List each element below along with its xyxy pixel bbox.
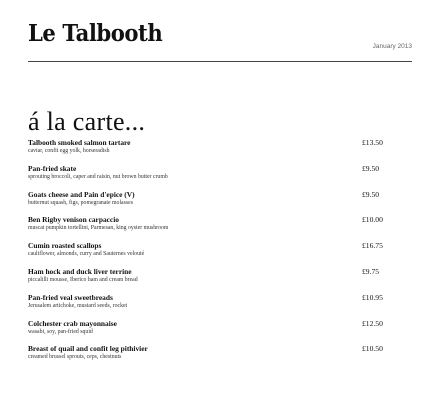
dish-price: £9.75 <box>362 266 380 276</box>
dish-description: muscat pumpkin tortellini, Parmesan, king oyster mushroom <box>28 225 169 232</box>
dish-description: cauliflower, almonds, curry and Sauternes velouté <box>28 251 145 258</box>
header <box>28 18 412 64</box>
dish-name: Pan-fried skate <box>28 163 77 173</box>
dish-name: Cumin roasted scallops <box>28 241 102 251</box>
menu-item <box>28 164 412 190</box>
logo: Le Talbooth <box>28 20 163 47</box>
menu-item <box>28 190 412 216</box>
dish-price: £12.50 <box>362 318 383 328</box>
dish-price: £10.50 <box>362 344 383 354</box>
dish-name: Talbooth smoked salmon tartare <box>28 138 131 147</box>
menu-item <box>28 344 412 370</box>
dish-description: creamed brussel sprouts, ceps, chestnuts <box>28 354 122 361</box>
dish-price: £13.50 <box>362 138 383 147</box>
dish-price: £16.75 <box>362 241 383 251</box>
menu-item <box>28 319 412 345</box>
header-divider <box>28 61 412 62</box>
dish-name: Pan-fried veal sweetbreads <box>28 292 113 302</box>
dish-name: Colchester crab mayonnaise <box>28 318 117 328</box>
dish-price: £10.95 <box>362 292 383 302</box>
dish-name: Ben Rigby venison carpaccio <box>28 215 119 225</box>
dish-price: £9.50 <box>362 163 380 173</box>
dish-price: £9.50 <box>362 189 380 199</box>
menu-item <box>28 267 412 293</box>
menu-item <box>28 293 412 319</box>
dish-description: butternut squash, figs, pomegranate molasses <box>28 199 133 206</box>
menu-item <box>28 138 412 164</box>
dish-price: £10.00 <box>362 215 383 225</box>
dish-name: Goats cheese and Pain d'epice (V) <box>28 189 135 199</box>
menu-item <box>28 215 412 241</box>
dish-description: wasabi, soy, pan-fried squid <box>28 328 93 335</box>
menu-heading: á la carte... <box>28 107 146 137</box>
dish-description: sprouting broccoli, caper and raisin, nut brown butter crumb <box>28 173 168 180</box>
menu-date: January 2013 <box>372 43 412 50</box>
dish-description: caviar, confit egg yolk, horseradish <box>28 148 110 154</box>
dish-name: Ham hock and duck liver terrine <box>28 266 132 276</box>
dish-description: piccalilli mousse, Iberico ham and cream bread <box>28 276 138 283</box>
dish-description: Jerusalem artichoke, mustard seeds, rocket <box>28 302 128 309</box>
menu-item <box>28 241 412 267</box>
dish-name: Breast of quail and confit leg pithivier <box>28 344 148 354</box>
menu-items <box>28 138 412 370</box>
